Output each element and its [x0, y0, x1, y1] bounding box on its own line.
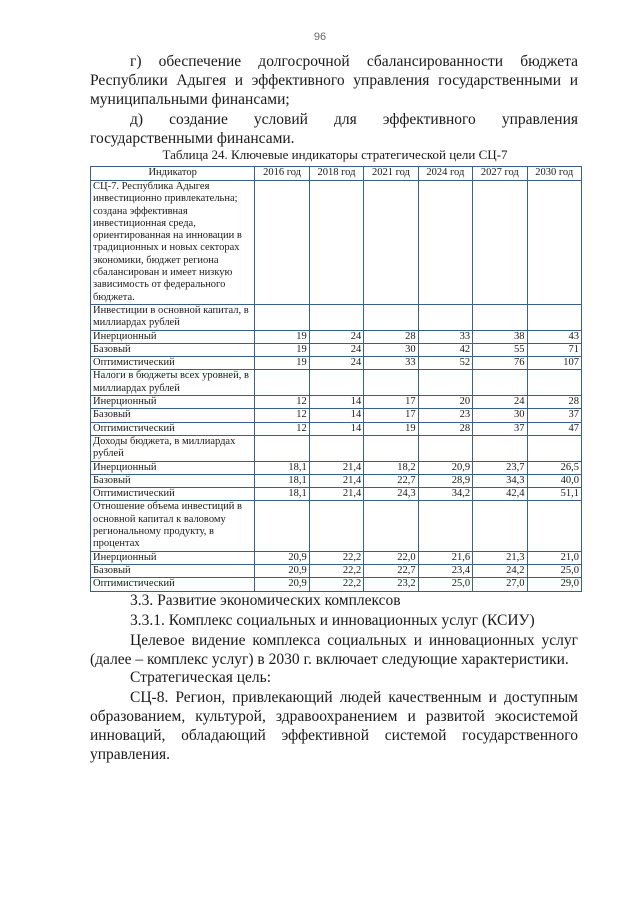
value-cell: 76 [473, 357, 527, 370]
value-cell: 12 [255, 396, 309, 409]
scenario-label: Оптимистический [91, 578, 255, 591]
group-title-cell: Доходы бюджета, в миллиардах рублей [91, 435, 255, 461]
value-cell: 19 [255, 330, 309, 343]
column-header: Индикатор [91, 167, 255, 181]
value-cell: 18,1 [255, 474, 309, 487]
table-caption: Таблица 24. Ключевые индикаторы стратегической цели СЦ-7 [162, 147, 508, 162]
group-title-row [91, 304, 582, 330]
value-cell: 42 [418, 343, 472, 356]
group-title-cell: Отношение объема инвестиций в основной капитал к валовому региональному продукту, в процентах [91, 501, 255, 551]
value-cell: 23,2 [364, 578, 418, 591]
value-cell: 55 [473, 343, 527, 356]
value-cell: 22,7 [364, 564, 418, 577]
value-cell: 30 [473, 409, 527, 422]
value-cell: 26,5 [527, 461, 581, 474]
indicators-table [90, 166, 582, 592]
value-cell: 47 [527, 422, 581, 435]
group-title-row [91, 435, 582, 461]
table-row [91, 357, 582, 370]
value-cell: 23 [418, 409, 472, 422]
value-cell: 19 [364, 422, 418, 435]
value-cell: 33 [418, 330, 472, 343]
value-cell: 19 [255, 357, 309, 370]
scenario-label: Инерционный [91, 330, 255, 343]
value-cell: 28 [364, 330, 418, 343]
value-cell: 21,4 [309, 461, 363, 474]
column-header: 2027 год [473, 167, 527, 181]
value-cell: 20,9 [255, 551, 309, 564]
section-heading-3-3: 3.3. Развитие экономических комплексов [130, 592, 401, 609]
table-row [91, 422, 582, 435]
column-header: 2030 год [527, 167, 581, 181]
value-cell: 38 [473, 330, 527, 343]
scenario-label: Оптимистический [91, 357, 255, 370]
group-title-row [91, 501, 582, 551]
paragraph-vision: Целевое видение комплекса социальных и инновационных услуг (далее – комплекс услуг) в 2030 г. включает следующие характеристики. [90, 632, 578, 668]
value-cell: 21,6 [418, 551, 472, 564]
value-cell: 17 [364, 409, 418, 422]
value-cell: 24 [309, 330, 363, 343]
value-cell: 21,0 [527, 551, 581, 564]
value-cell: 30 [364, 343, 418, 356]
scenario-label: Инерционный [91, 396, 255, 409]
paragraph-item-g: г) обеспечение долгосрочной сбалансированности бюджета Республики Адыгея и эффективного управления государственными и муниципальными финансами; [90, 53, 578, 108]
value-cell: 37 [473, 422, 527, 435]
column-header: 2018 год [309, 167, 363, 181]
value-cell: 34,3 [473, 474, 527, 487]
value-cell: 14 [309, 409, 363, 422]
value-cell: 20,9 [418, 461, 472, 474]
value-cell: 28 [527, 396, 581, 409]
table-row [91, 564, 582, 577]
value-cell: 19 [255, 343, 309, 356]
column-header: 2021 год [364, 167, 418, 181]
column-header: 2024 год [418, 167, 472, 181]
value-cell: 24 [309, 357, 363, 370]
table-row [91, 488, 582, 501]
page-number: 96 [313, 31, 327, 43]
scenario-label: Базовый [91, 564, 255, 577]
value-cell: 40,0 [527, 474, 581, 487]
scenario-label: Оптимистический [91, 422, 255, 435]
table-row [91, 474, 582, 487]
value-cell: 22,7 [364, 474, 418, 487]
value-cell: 25,0 [527, 564, 581, 577]
value-cell: 22,2 [309, 564, 363, 577]
value-cell: 24,3 [364, 488, 418, 501]
value-cell: 24,2 [473, 564, 527, 577]
value-cell: 42,4 [473, 488, 527, 501]
value-cell: 52 [418, 357, 472, 370]
value-cell: 14 [309, 396, 363, 409]
value-cell: 28 [418, 422, 472, 435]
value-cell: 18,2 [364, 461, 418, 474]
scenario-label: Оптимистический [91, 488, 255, 501]
value-cell: 20,9 [255, 564, 309, 577]
value-cell: 12 [255, 409, 309, 422]
value-cell: 51,1 [527, 488, 581, 501]
value-cell: 20,9 [255, 578, 309, 591]
value-cell: 24 [309, 343, 363, 356]
value-cell: 71 [527, 343, 581, 356]
scenario-label: Базовый [91, 474, 255, 487]
value-cell: 23,7 [473, 461, 527, 474]
column-header: 2016 год [255, 167, 309, 181]
group-title-cell: Налоги в бюджеты всех уровней, в миллиардах рублей [91, 370, 255, 396]
scenario-label: Инерционный [91, 551, 255, 564]
value-cell: 43 [527, 330, 581, 343]
scenario-label: Базовый [91, 409, 255, 422]
value-cell: 18,1 [255, 461, 309, 474]
value-cell: 107 [527, 357, 581, 370]
value-cell: 25,0 [418, 578, 472, 591]
value-cell: 12 [255, 422, 309, 435]
group-title-row [91, 370, 582, 396]
table-row [91, 578, 582, 591]
table-header-row [91, 167, 582, 181]
goal-row [91, 181, 582, 305]
table-row [91, 461, 582, 474]
value-cell: 27,0 [473, 578, 527, 591]
value-cell: 22,0 [364, 551, 418, 564]
table-row [91, 551, 582, 564]
strategic-goal-8: СЦ-8. Регион, привлекающий людей качественным и доступным образованием, культурой, здравоохранением и развитой экосистемой инноваций, обладающий эффективной системой государственного управления. [90, 689, 578, 763]
value-cell: 37 [527, 409, 581, 422]
table-row [91, 330, 582, 343]
table-row [91, 409, 582, 422]
value-cell: 33 [364, 357, 418, 370]
value-cell: 22,2 [309, 578, 363, 591]
section-heading-3-3-1: 3.3.1. Комплекс социальных и инновационных услуг (КСИУ) [130, 612, 535, 629]
value-cell: 34,2 [418, 488, 472, 501]
group-title-cell: Инвестиции в основной капитал, в миллиардах рублей [91, 304, 255, 330]
value-cell: 23,4 [418, 564, 472, 577]
value-cell: 22,2 [309, 551, 363, 564]
value-cell: 18,1 [255, 488, 309, 501]
value-cell: 24 [473, 396, 527, 409]
value-cell: 21,4 [309, 488, 363, 501]
strategic-goal-label: Стратегическая цель: [130, 669, 272, 686]
value-cell: 17 [364, 396, 418, 409]
value-cell: 14 [309, 422, 363, 435]
goal-cell: СЦ-7. Республика Адыгея инвестиционно привлекательна; созданa эффективная инвестиционная среда, ориентированная на инновации в традиционных и новых секторах экономики, бюджет региона сбалансирован и имеет низкую зависимость от федерального бюджета. [91, 181, 255, 305]
table-row [91, 343, 582, 356]
value-cell: 21,3 [473, 551, 527, 564]
scenario-label: Инерционный [91, 461, 255, 474]
value-cell: 28,9 [418, 474, 472, 487]
paragraph-item-d: д) создание условий для эффективного управления государственными финансами. [90, 111, 578, 147]
table-body [91, 181, 582, 592]
value-cell: 29,0 [527, 578, 581, 591]
table-row [91, 396, 582, 409]
value-cell: 21,4 [309, 474, 363, 487]
value-cell: 20 [418, 396, 472, 409]
scenario-label: Базовый [91, 343, 255, 356]
